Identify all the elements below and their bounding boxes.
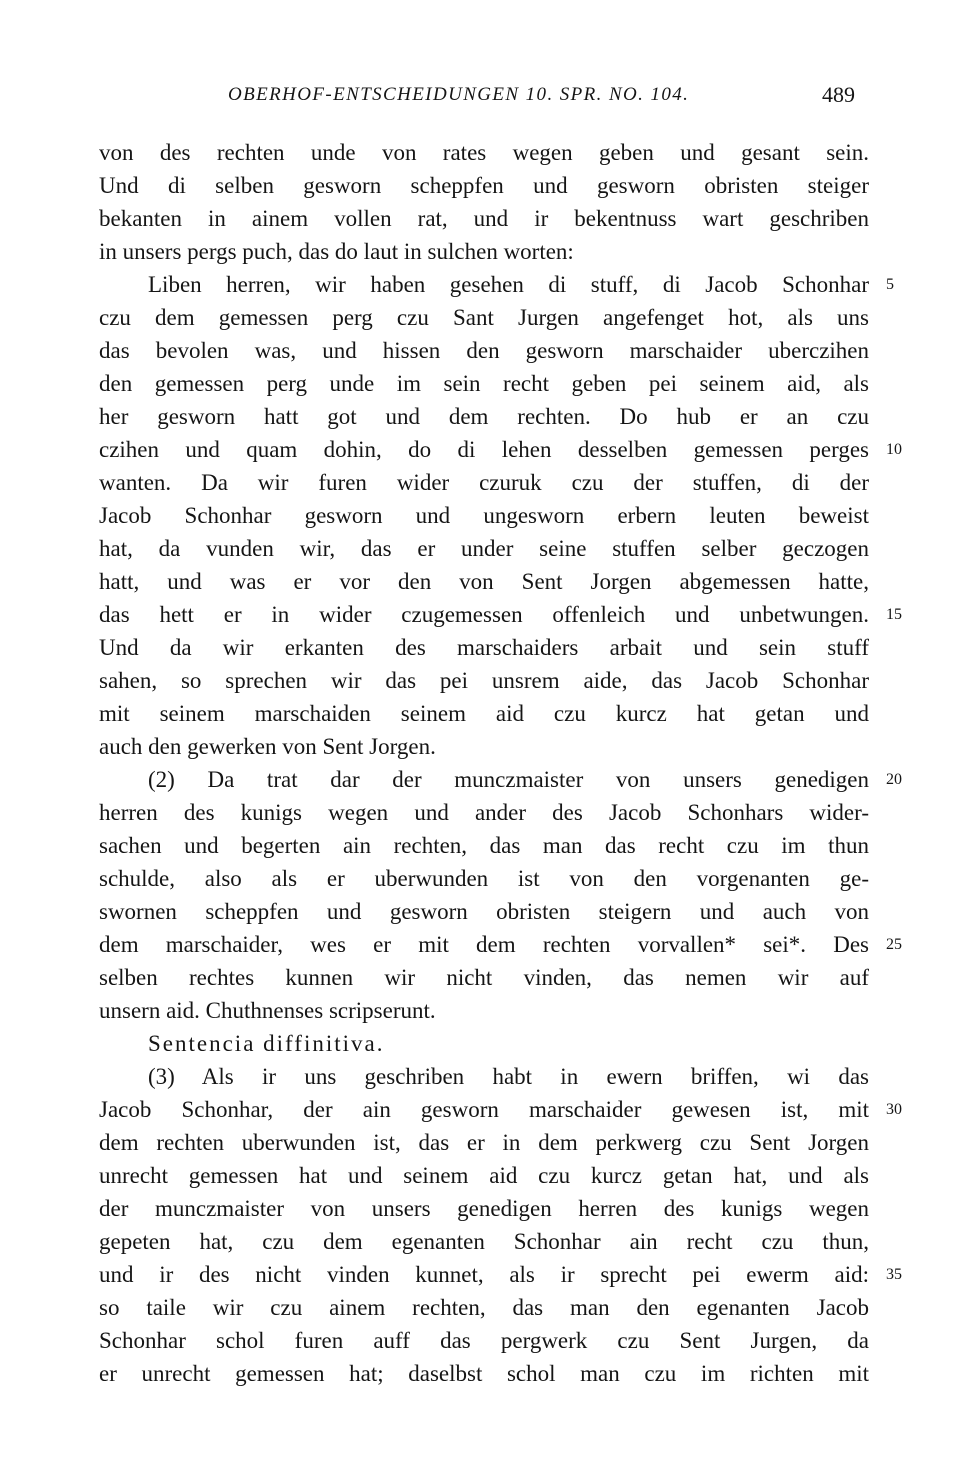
line-number: 35 <box>886 1266 902 1283</box>
text-line: das bevolen was, und hissen den gesworn marschaider uberczihen <box>99 338 869 363</box>
text-line: (3) Als ir uns geschriben habt in ewern briffen, wi das <box>148 1064 869 1089</box>
text-line: bekanten in ainem vollen rat, und ir bekentnuss wart geschriben <box>99 206 869 231</box>
text-line: hatt, und was er vor den von Sent Jorgen abgemessen hatte, <box>99 569 869 594</box>
text-line: von des rechten unde von rates wegen geben und gesant sein. <box>99 140 869 165</box>
page-number: 489 <box>822 82 855 107</box>
line-number: 5 <box>886 276 894 293</box>
text-line: Liben herren, wir haben gesehen di stuff, di Jacob Schonhar <box>148 272 869 297</box>
text-line: sachen und begerten ain rechten, das man das recht czu im thun <box>99 833 869 858</box>
line-number: 20 <box>886 771 902 788</box>
text-line: wanten. Da wir furen wider czuruk czu der stuffen, di der <box>99 470 869 495</box>
text-line: so taile wir czu ainem rechten, das man den egenanten Jacob <box>99 1295 869 1320</box>
text-line: dem rechten uberwunden ist, das er in dem perkwerg czu Sent Jorgen <box>99 1130 869 1155</box>
text-line: auch den gewerken von Sent Jorgen. <box>99 734 436 759</box>
text-line: und ir des nicht vinden kunnet, als ir sprecht pei ewerm aid: <box>99 1262 869 1287</box>
line-number: 15 <box>886 606 902 623</box>
text-line: her gesworn hatt got und dem rechten. Do hub er an czu <box>99 404 869 429</box>
text-line: selben rechtes kunnen wir nicht vinden, das nemen wir auf <box>99 965 869 990</box>
section-heading: Sentencia diffinitiva. <box>148 1031 385 1056</box>
line-number: 30 <box>886 1101 902 1118</box>
text-line: (2) Da trat dar der munczmaister von unsers genedigen <box>148 767 869 792</box>
text-line: czihen und quam dohin, do di lehen desselben gemessen perges <box>99 437 869 462</box>
text-line: Schonhar schol furen auff das pergwerk czu Sent Jurgen, da <box>99 1328 869 1353</box>
text-line: Und da wir erkanten des marschaiders arbait und sein stuff <box>99 635 869 660</box>
text-line: den gemessen perg unde im sein recht geben pei seinem aid, als <box>99 371 869 396</box>
text-line: unsern aid. Chuthnenses scripserunt. <box>99 998 436 1023</box>
text-line: sahen, so sprechen wir das pei unsrem aide, das Jacob Schonhar <box>99 668 869 693</box>
text-line: schulde, also als er uberwunden ist von den vorgenanten ge- <box>99 866 869 891</box>
text-line: swornen scheppfen und gesworn obristen steigern und auch von <box>99 899 869 924</box>
text-line: der munczmaister von unsers genedigen herren des kunigs wegen <box>99 1196 869 1221</box>
text-line: gepeten hat, czu dem egenanten Schonhar ain recht czu thun, <box>99 1229 869 1254</box>
text-line: czu dem gemessen perg czu Sant Jurgen angefenget hot, als uns <box>99 305 869 330</box>
text-line: herren des kunigs wegen und ander des Jacob Schonhars wider- <box>99 800 869 825</box>
text-line: das hett er in wider czugemessen offenleich und unbetwungen. <box>99 602 869 627</box>
text-line: mit seinem marschaiden seinem aid czu kurcz hat getan und <box>99 701 869 726</box>
line-number: 10 <box>886 441 902 458</box>
text-line: Jacob Schonhar, der ain gesworn marschaider gewesen ist, mit <box>99 1097 869 1122</box>
text-line: Und di selben gesworn scheppfen und gesworn obristen steiger <box>99 173 869 198</box>
text-line: Jacob Schonhar gesworn und ungesworn erbern leuten beweist <box>99 503 869 528</box>
line-number: 25 <box>886 936 902 953</box>
running-title: OBERHOF-ENTSCHEIDUNGEN 10. SPR. NO. 104. <box>228 84 690 105</box>
text-line: in unsers pergs puch, das do laut in sulchen worten: <box>99 239 574 264</box>
text-line: unrecht gemessen hat und seinem aid czu kurcz getan hat, und als <box>99 1163 869 1188</box>
text-line: dem marschaider, wes er mit dem rechten vorvallen* sei*. Des <box>99 932 869 957</box>
text-line: hat, da vunden wir, das er under seine stuffen selber geczogen <box>99 536 869 561</box>
text-line: er unrecht gemessen hat; daselbst schol man czu im richten mit <box>99 1361 869 1386</box>
